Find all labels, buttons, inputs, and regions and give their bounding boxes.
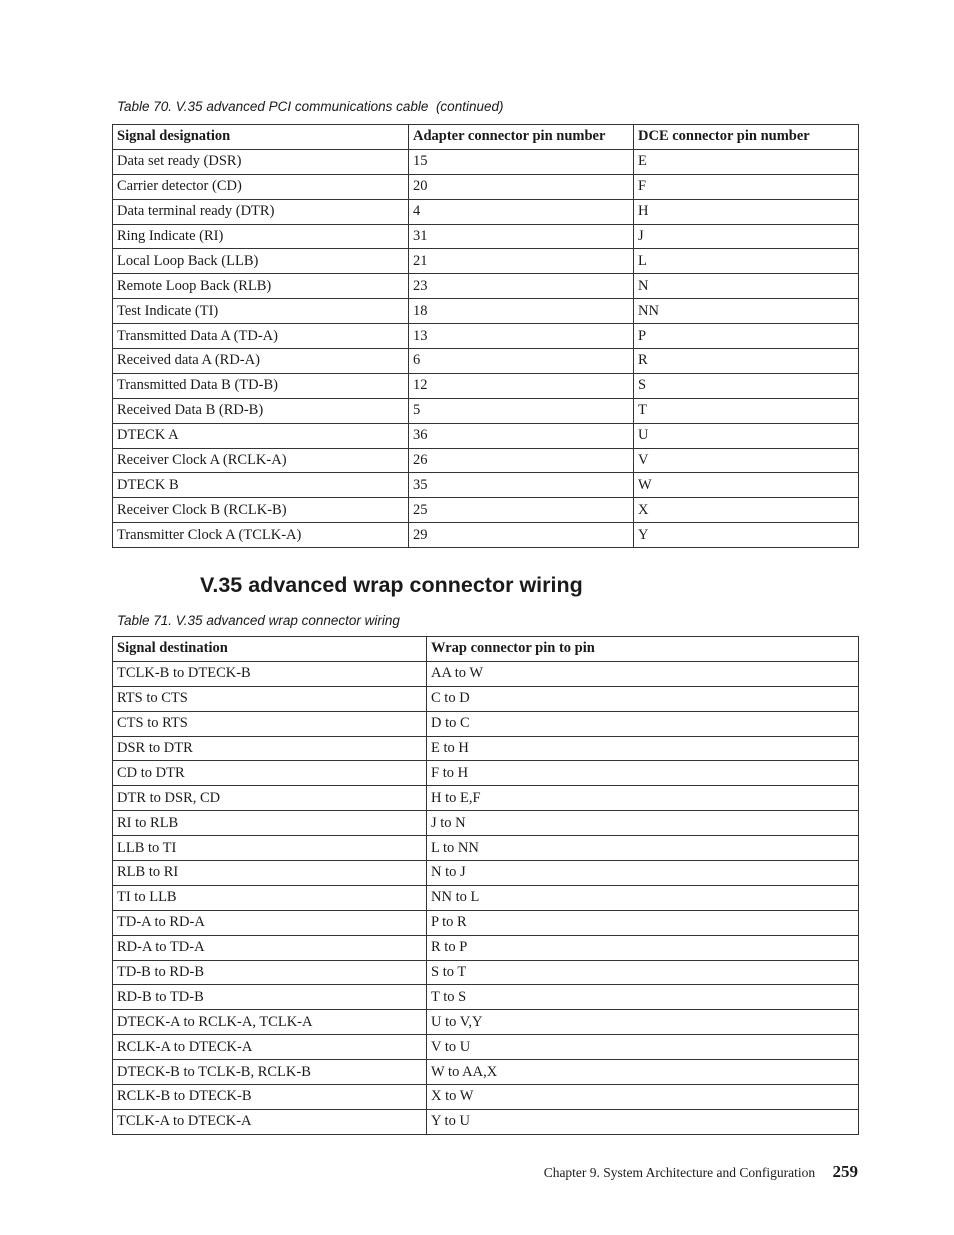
adapter-pin-cell: 36 bbox=[409, 423, 634, 448]
signal-designation-cell: Transmitted Data B (TD-B) bbox=[113, 373, 409, 398]
dce-pin-cell: V bbox=[634, 448, 859, 473]
signal-destination-cell: RD-A to TD-A bbox=[113, 935, 427, 960]
dce-pin-cell: NN bbox=[634, 299, 859, 324]
signal-designation-cell: Remote Loop Back (RLB) bbox=[113, 274, 409, 299]
table-row bbox=[113, 686, 859, 711]
v35-wrap-connector-table bbox=[112, 636, 859, 1135]
signal-destination-cell: DTR to DSR, CD bbox=[113, 786, 427, 811]
wrap-pin-cell: C to D bbox=[427, 686, 859, 711]
table-row bbox=[113, 910, 859, 935]
dce-pin-cell: Y bbox=[634, 523, 859, 548]
table-row bbox=[113, 398, 859, 423]
signal-destination-cell: TD-B to RD-B bbox=[113, 960, 427, 985]
signal-designation-cell: Local Loop Back (LLB) bbox=[113, 249, 409, 274]
dce-pin-cell: F bbox=[634, 174, 859, 199]
table-row bbox=[113, 249, 859, 274]
table-row bbox=[113, 711, 859, 736]
signal-designation-cell: Data terminal ready (DTR) bbox=[113, 199, 409, 224]
signal-destination-cell: DTECK-B to TCLK-B, RCLK-B bbox=[113, 1060, 427, 1085]
wrap-pin-cell: NN to L bbox=[427, 885, 859, 910]
table-row bbox=[113, 224, 859, 249]
adapter-pin-cell: 5 bbox=[409, 398, 634, 423]
dce-pin-cell: E bbox=[634, 149, 859, 174]
wrap-pin-cell: D to C bbox=[427, 711, 859, 736]
wrap-pin-cell: T to S bbox=[427, 985, 859, 1010]
signal-destination-cell: TCLK-B to DTECK-B bbox=[113, 661, 427, 686]
table-row bbox=[113, 324, 859, 349]
table-row bbox=[113, 1060, 859, 1085]
dce-pin-cell: U bbox=[634, 423, 859, 448]
adapter-pin-cell: 26 bbox=[409, 448, 634, 473]
signal-designation-cell: Ring Indicate (RI) bbox=[113, 224, 409, 249]
signal-designation-cell: Receiver Clock A (RCLK-A) bbox=[113, 448, 409, 473]
table-row bbox=[113, 274, 859, 299]
column-header-wrap-pin-to-pin: Wrap connector pin to pin bbox=[427, 637, 859, 662]
table-row bbox=[113, 523, 859, 548]
table-row bbox=[113, 1010, 859, 1035]
column-header-signal-designation: Signal designation bbox=[113, 125, 409, 150]
wrap-pin-cell: F to H bbox=[427, 761, 859, 786]
wrap-pin-cell: V to U bbox=[427, 1035, 859, 1060]
signal-destination-cell: CTS to RTS bbox=[113, 711, 427, 736]
signal-destination-cell: LLB to TI bbox=[113, 836, 427, 861]
table-70-body bbox=[113, 149, 859, 547]
wrap-pin-cell: U to V,Y bbox=[427, 1010, 859, 1035]
signal-designation-cell: DTECK A bbox=[113, 423, 409, 448]
signal-destination-cell: TCLK-A to DTECK-A bbox=[113, 1109, 427, 1134]
table-row bbox=[113, 1035, 859, 1060]
adapter-pin-cell: 13 bbox=[409, 324, 634, 349]
signal-designation-cell: Received Data B (RD-B) bbox=[113, 398, 409, 423]
table-row bbox=[113, 174, 859, 199]
adapter-pin-cell: 35 bbox=[409, 473, 634, 498]
wrap-pin-cell: X to W bbox=[427, 1085, 859, 1110]
table-row bbox=[113, 299, 859, 324]
adapter-pin-cell: 15 bbox=[409, 149, 634, 174]
column-header-adapter-pin: Adapter connector pin number bbox=[409, 125, 634, 150]
signal-designation-cell: Carrier detector (CD) bbox=[113, 174, 409, 199]
wrap-pin-cell: W to AA,X bbox=[427, 1060, 859, 1085]
wrap-pin-cell: J to N bbox=[427, 811, 859, 836]
table-70-caption: Table 70. V.35 advanced PCI communications cable (continued) bbox=[117, 99, 504, 114]
v35-pci-cable-table bbox=[112, 124, 859, 548]
wrap-pin-cell: R to P bbox=[427, 935, 859, 960]
page-number: 259 bbox=[832, 1162, 858, 1181]
section-heading: V.35 advanced wrap connector wiring bbox=[200, 573, 583, 597]
signal-destination-cell: RTS to CTS bbox=[113, 686, 427, 711]
signal-designation-cell: Received data A (RD-A) bbox=[113, 349, 409, 374]
dce-pin-cell: R bbox=[634, 349, 859, 374]
table-row bbox=[113, 448, 859, 473]
wrap-pin-cell: N to J bbox=[427, 861, 859, 886]
table-71-body bbox=[113, 661, 859, 1134]
wrap-pin-cell: L to NN bbox=[427, 836, 859, 861]
adapter-pin-cell: 23 bbox=[409, 274, 634, 299]
adapter-pin-cell: 18 bbox=[409, 299, 634, 324]
table-row bbox=[113, 885, 859, 910]
wrap-pin-cell: AA to W bbox=[427, 661, 859, 686]
adapter-pin-cell: 4 bbox=[409, 199, 634, 224]
wrap-pin-cell: P to R bbox=[427, 910, 859, 935]
signal-designation-cell: Test Indicate (TI) bbox=[113, 299, 409, 324]
signal-designation-cell: Receiver Clock B (RCLK-B) bbox=[113, 498, 409, 523]
wrap-pin-cell: E to H bbox=[427, 736, 859, 761]
signal-designation-cell: DTECK B bbox=[113, 473, 409, 498]
wrap-pin-cell: H to E,F bbox=[427, 786, 859, 811]
table-row bbox=[113, 349, 859, 374]
table-row bbox=[113, 1109, 859, 1134]
table-row bbox=[113, 836, 859, 861]
table-row bbox=[113, 786, 859, 811]
table-row bbox=[113, 373, 859, 398]
table-row bbox=[113, 423, 859, 448]
adapter-pin-cell: 20 bbox=[409, 174, 634, 199]
page-footer bbox=[544, 1162, 858, 1182]
adapter-pin-cell: 25 bbox=[409, 498, 634, 523]
table-header-row bbox=[113, 637, 859, 662]
signal-destination-cell: RD-B to TD-B bbox=[113, 985, 427, 1010]
table-row bbox=[113, 861, 859, 886]
adapter-pin-cell: 6 bbox=[409, 349, 634, 374]
dce-pin-cell: L bbox=[634, 249, 859, 274]
signal-designation-cell: Transmitter Clock A (TCLK-A) bbox=[113, 523, 409, 548]
dce-pin-cell: X bbox=[634, 498, 859, 523]
dce-pin-cell: H bbox=[634, 199, 859, 224]
table-row bbox=[113, 811, 859, 836]
footer-chapter-title: Chapter 9. System Architecture and Configuration bbox=[543, 1165, 816, 1180]
signal-destination-cell: RI to RLB bbox=[113, 811, 427, 836]
table-71-caption: Table 71. V.35 advanced wrap connector wiring bbox=[117, 613, 400, 628]
table-row bbox=[113, 661, 859, 686]
adapter-pin-cell: 31 bbox=[409, 224, 634, 249]
wrap-pin-cell: S to T bbox=[427, 960, 859, 985]
signal-destination-cell: RCLK-A to DTECK-A bbox=[113, 1035, 427, 1060]
signal-destination-cell: TD-A to RD-A bbox=[113, 910, 427, 935]
signal-designation-cell: Transmitted Data A (TD-A) bbox=[113, 324, 409, 349]
table-row bbox=[113, 761, 859, 786]
table-row bbox=[113, 985, 859, 1010]
signal-destination-cell: RCLK-B to DTECK-B bbox=[113, 1085, 427, 1110]
dce-pin-cell: W bbox=[634, 473, 859, 498]
signal-designation-cell: Data set ready (DSR) bbox=[113, 149, 409, 174]
wrap-pin-cell: Y to U bbox=[427, 1109, 859, 1134]
dce-pin-cell: N bbox=[634, 274, 859, 299]
column-header-dce-pin: DCE connector pin number bbox=[634, 125, 859, 150]
signal-destination-cell: DSR to DTR bbox=[113, 736, 427, 761]
adapter-pin-cell: 29 bbox=[409, 523, 634, 548]
adapter-pin-cell: 12 bbox=[409, 373, 634, 398]
signal-destination-cell: RLB to RI bbox=[113, 861, 427, 886]
dce-pin-cell: P bbox=[634, 324, 859, 349]
dce-pin-cell: J bbox=[634, 224, 859, 249]
table-row bbox=[113, 960, 859, 985]
table-row bbox=[113, 199, 859, 224]
table-row bbox=[113, 473, 859, 498]
table-header-row bbox=[113, 125, 859, 150]
table-row bbox=[113, 1085, 859, 1110]
column-header-signal-destination: Signal destination bbox=[113, 637, 427, 662]
table-row bbox=[113, 736, 859, 761]
adapter-pin-cell: 21 bbox=[409, 249, 634, 274]
signal-destination-cell: CD to DTR bbox=[113, 761, 427, 786]
signal-destination-cell: DTECK-A to RCLK-A, TCLK-A bbox=[113, 1010, 427, 1035]
table-row bbox=[113, 149, 859, 174]
dce-pin-cell: S bbox=[634, 373, 859, 398]
dce-pin-cell: T bbox=[634, 398, 859, 423]
table-row bbox=[113, 935, 859, 960]
table-row bbox=[113, 498, 859, 523]
signal-destination-cell: TI to LLB bbox=[113, 885, 427, 910]
